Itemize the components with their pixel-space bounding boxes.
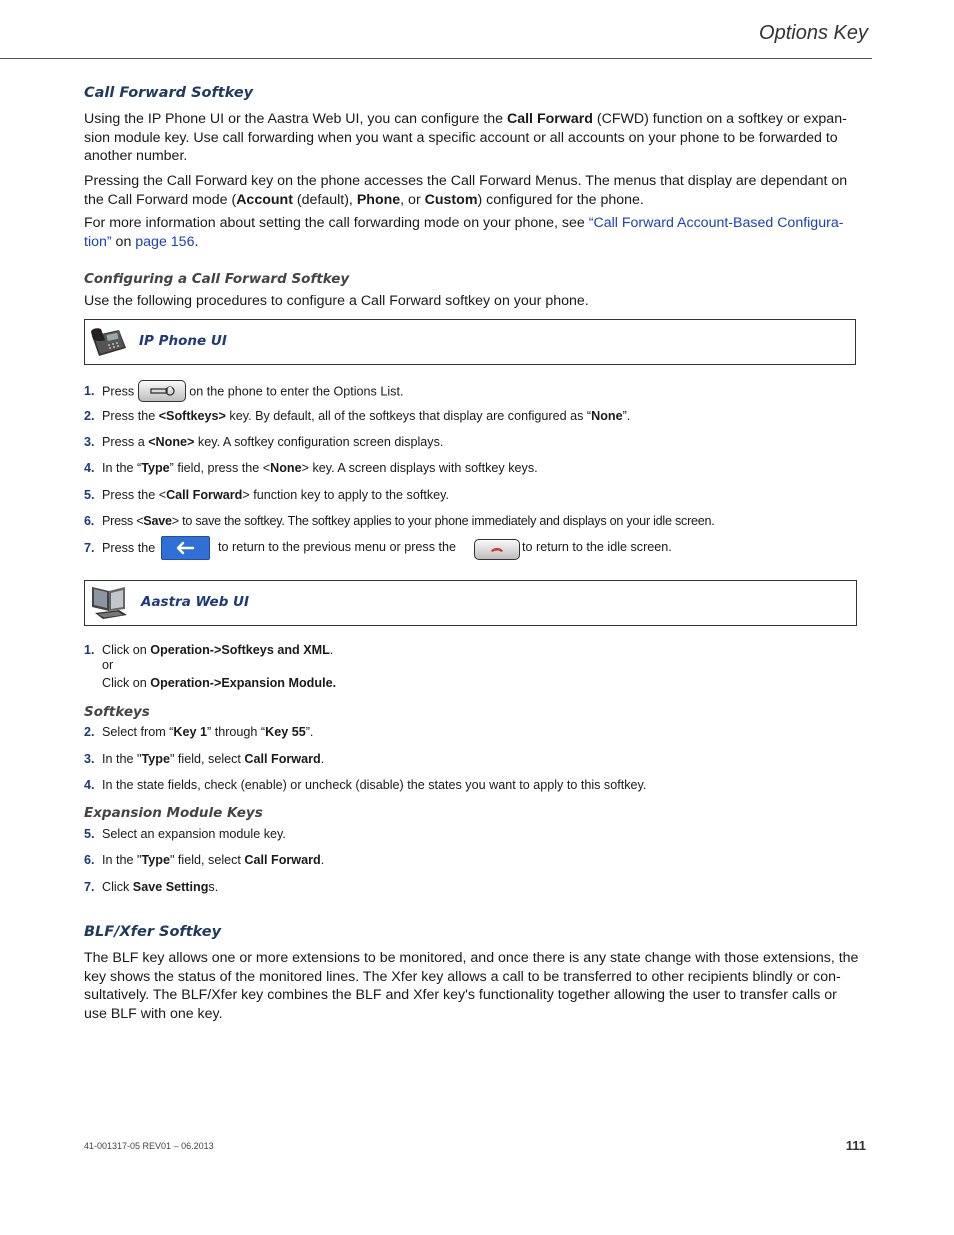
page-number: 111 — [845, 1138, 866, 1153]
ip-phone-ui-label: IP Phone UI — [139, 333, 227, 349]
section-heading-blf-xfer: BLF/Xfer Softkey — [84, 924, 222, 940]
back-arrow-icon — [161, 536, 210, 560]
web-step-6: 6. In the "Type" field, select Call Forward. — [84, 853, 325, 867]
ip-step-3: 3. Press a <None> key. A softkey configuration screen displays. — [84, 435, 444, 449]
web-step-2: 2. Select from “Key 1” through “Key 55”. — [84, 725, 314, 739]
subheading-expansion-module-keys: Expansion Module Keys — [84, 805, 263, 821]
web-step-7: 7. Click Save Settings. — [84, 880, 219, 894]
section-heading-call-forward: Call Forward Softkey — [84, 85, 254, 101]
paragraph-intro: Using the IP Phone UI or the Aastra Web UI, you can configure the Call Forward (CFWD) function on a softkey or expan- sion module key. Use call forwarding when you want a specific account or all accounts on your phone to be forwarded to another number. — [84, 111, 847, 164]
page-header-title: Options Key — [759, 22, 868, 44]
ip-step-1: 1. Press on the phone to enter the Options List. — [84, 381, 403, 403]
paragraph-more-info: For more information about setting the call forwarding mode on your phone, see “Call Forward Account-Based Configura- tion” on page 156. — [84, 215, 844, 250]
link-call-forward-config-cont[interactable]: tion” — [84, 233, 112, 250]
web-step-1: 1. Click on Operation->Softkeys and XML. — [84, 643, 334, 657]
ip-step-2: 2. Press the <Softkeys> key. By default, all of the softkeys that display are configured as “None”. — [84, 409, 631, 423]
paragraph-menus: Pressing the Call Forward key on the phone accesses the Call Forward Menus. The menus that display are dependant on the Call Forward mode (Account (default), Phone, or Custom) configured for the phone. — [84, 173, 848, 208]
ip-step-7-middle: to return to the previous menu or press the — [218, 540, 457, 554]
aastra-web-ui-box — [84, 580, 857, 626]
ip-step-4: 4. In the “Type” field, press the <None> key. A screen displays with softkey keys. — [84, 461, 538, 475]
subheading-configuring: Configuring a Call Forward Softkey — [84, 271, 350, 287]
footer-doc-id: 41-001317-05 REV01 – 06.2013 — [84, 1141, 214, 1151]
paragraph-procedures: Use the following procedures to configure a Call Forward softkey on your phone. — [84, 293, 589, 309]
paragraph-blf-xfer: The BLF key allows one or more extensions to be monitored, and once there is any state change with those extensions, the key shows the status of the monitored lines. The Xfer key allows a call to be transferred to other recipients blindly or con- sultatively. The BLF/Xfer key combines the BLF and Xfer key's functionality together allowing the user to transfer calls or use BLF with one key. — [84, 950, 859, 1022]
link-call-forward-config[interactable]: “Call Forward Account-Based Configura- — [588, 215, 844, 231]
ip-step-7: 7. Press the — [84, 541, 156, 555]
web-step-1-or: or — [102, 658, 114, 672]
web-step-3: 3. In the "Type" field, select Call Forward. — [84, 752, 325, 766]
subheading-softkeys: Softkeys — [84, 704, 150, 720]
ip-step-7-end: to return to the idle screen. — [522, 540, 672, 554]
ip-phone-ui-box — [84, 319, 856, 365]
web-step-5: 5. Select an expansion module key. — [84, 827, 286, 841]
ip-step-6: 6. Press <Save> to save the softkey. The softkey applies to your phone immediately and displays on your idle screen. — [84, 514, 715, 528]
web-step-1-alt: Click on Operation->Expansion Module. — [102, 676, 337, 690]
options-key-icon — [138, 380, 186, 402]
ip-step-5: 5. Press the <Call Forward> function key to apply to the softkey. — [84, 488, 449, 502]
aastra-web-ui-label: Aastra Web UI — [141, 594, 250, 610]
computer-icon — [89, 585, 129, 625]
desk-phone-icon — [89, 326, 129, 362]
web-step-4: 4. In the state fields, check (enable) or uncheck (disable) the states you want to apply to this softkey. — [84, 778, 647, 792]
link-page-156[interactable]: page 156 — [135, 233, 195, 250]
goodbye-key-icon — [474, 539, 520, 560]
header-divider — [0, 58, 872, 59]
